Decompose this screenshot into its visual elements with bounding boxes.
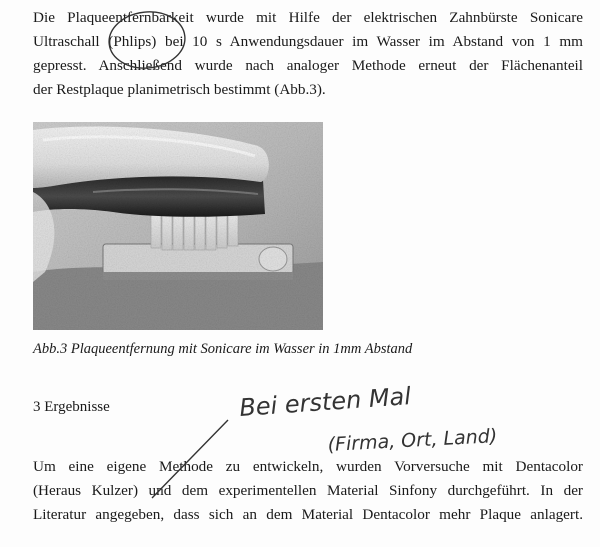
toothbrush-photo [33,122,323,330]
section-heading: 3 Ergebnisse [33,399,110,415]
paragraph-line: gepresst. Anschließend wurde nach analoger Methode erneut der Flächenanteil [33,57,583,74]
results-paragraph [33,455,583,527]
paragraph-line: Ultraschall (Phlips) bei 10 s Anwendungsdauer im Wasser im Abstand von 1 mm [33,33,583,50]
figure-caption: Abb.3 Plaqueentfernung mit Sonicare im Wasser in 1mm Abstand [33,341,413,357]
paragraph-line: der Restplaque planimetrisch bestimmt (Abb.3). [33,81,326,98]
handwritten-note-line-1: Bei ersten Mal [238,382,412,422]
paragraph-line: Um eine eigene Methode zu entwickeln, wurden Vorversuche mit Dentacolor [33,458,583,475]
methods-paragraph [33,6,583,102]
paragraph-line: Literatur angegeben, dass sich an dem Material Dentacolor mehr Plaque anlagert. [33,506,583,523]
paragraph-line: Die Plaqueentfernbarkeit wurde mit Hilfe der elektrischen Zahnbürste Sonicare [33,9,583,26]
handwritten-note-line-2: (Firma, Ort, Land) [327,425,498,456]
paragraph-line: (Heraus Kulzer) und dem experimentellen Material Sinfony durchgeführt. In der [33,482,583,499]
